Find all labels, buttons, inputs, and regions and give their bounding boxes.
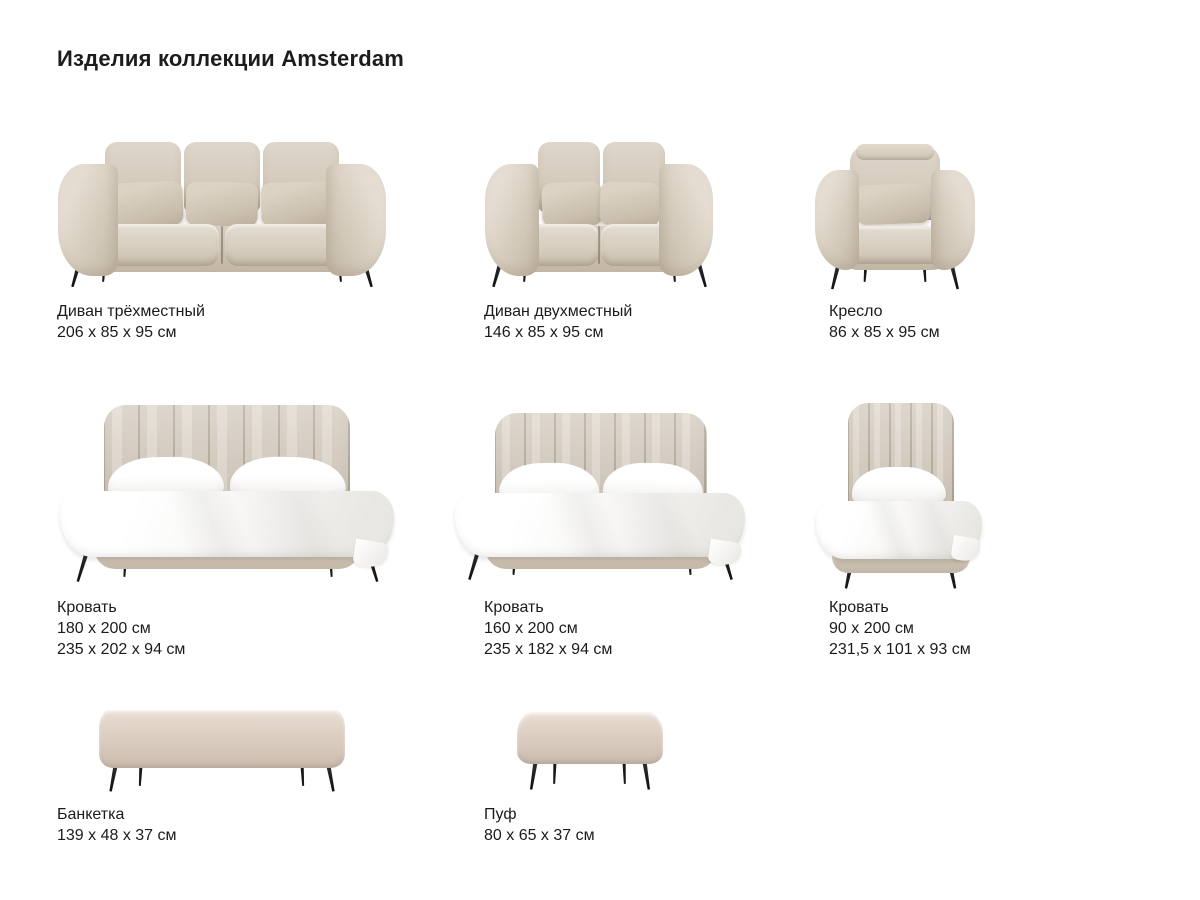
product-size: 231,5 x 101 x 93 см: [829, 641, 971, 658]
product-card-bench: [57, 708, 357, 858]
pouf-leg: [529, 762, 538, 790]
bed-duvet: [60, 491, 394, 557]
product-size: 206 x 85 x 95 см: [57, 324, 177, 341]
bed-duvet-drape: [707, 539, 742, 568]
product-size: 80 x 65 x 37 см: [484, 827, 595, 844]
product-size: 235 x 202 x 94 см: [57, 641, 186, 658]
product-card-bed-180: [57, 405, 397, 665]
product-label: [484, 804, 595, 846]
bed-duvet-drape: [950, 535, 981, 563]
bed-90-illustration: [812, 403, 990, 590]
bed-duvet: [455, 493, 745, 557]
sofa-pillow: [260, 181, 333, 227]
sofa-three-seat-illustration: [57, 130, 387, 290]
product-label: [57, 804, 177, 846]
product-name: Кресло: [829, 303, 883, 320]
product-label: [57, 301, 205, 343]
bench-cushion: [99, 710, 345, 768]
armchair-arm-right: [931, 170, 975, 270]
product-size: 86 x 85 x 95 см: [829, 324, 940, 341]
product-label: [57, 597, 185, 660]
product-label: [484, 301, 632, 343]
sofa-pillow: [599, 181, 660, 227]
sofa-two-seat-illustration: [484, 130, 714, 290]
sofa-arm-right: [659, 164, 713, 276]
bed-180-illustration: [60, 405, 395, 587]
product-label: [484, 597, 612, 660]
product-size: 139 x 48 x 37 см: [57, 827, 177, 844]
sofa-arm-left: [485, 164, 539, 276]
armchair-pillow: [855, 183, 930, 226]
pouf-leg: [642, 762, 651, 790]
product-name: Кровать: [829, 599, 889, 616]
product-label: [829, 301, 940, 343]
product-size: 90 x 200 см: [829, 620, 914, 637]
bench-leg: [326, 766, 336, 792]
sofa-pillow: [541, 181, 602, 227]
sofa-arm-left: [58, 164, 118, 276]
product-name: Кровать: [57, 599, 117, 616]
bed-duvet-drape: [352, 539, 390, 570]
product-name: Диван двухместный: [484, 303, 633, 320]
product-name: Пуф: [484, 806, 517, 823]
product-card-sofa-three-seat: [57, 130, 392, 355]
product-card-bed-160: [484, 405, 784, 665]
armchair-illustration: [814, 140, 976, 292]
product-card-armchair: [829, 130, 999, 355]
bench-illustration: [99, 708, 345, 792]
sofa-seam: [221, 226, 223, 264]
product-label: [829, 597, 971, 660]
bed-leg: [75, 552, 89, 582]
armchair-arm-left: [815, 170, 859, 270]
product-size: 160 x 200 см: [484, 620, 578, 637]
page-title: Изделия коллекции Amsterdam: [57, 46, 405, 71]
product-name: Кровать: [484, 599, 544, 616]
product-card-bed-90: [829, 405, 1009, 665]
sofa-pillow: [185, 181, 258, 227]
pouf-cushion: [517, 712, 663, 764]
product-size: 146 x 85 x 95 см: [484, 324, 604, 341]
bed-160-illustration: [455, 413, 747, 585]
sofa-pillow: [110, 181, 183, 227]
armchair-headrest: [856, 144, 934, 160]
product-card-pouf: [484, 708, 724, 858]
bed-leg: [467, 552, 480, 580]
product-name: Банкетка: [57, 806, 125, 823]
product-size: 180 x 200 см: [57, 620, 151, 637]
product-name: Диван трёхместный: [57, 303, 205, 320]
sofa-arm-right: [326, 164, 386, 276]
sofa-seam: [598, 226, 600, 264]
product-card-sofa-two-seat: [484, 130, 724, 355]
pouf-illustration: [505, 712, 675, 792]
bench-leg: [108, 766, 118, 792]
product-size: 235 x 182 x 94 см: [484, 641, 613, 658]
